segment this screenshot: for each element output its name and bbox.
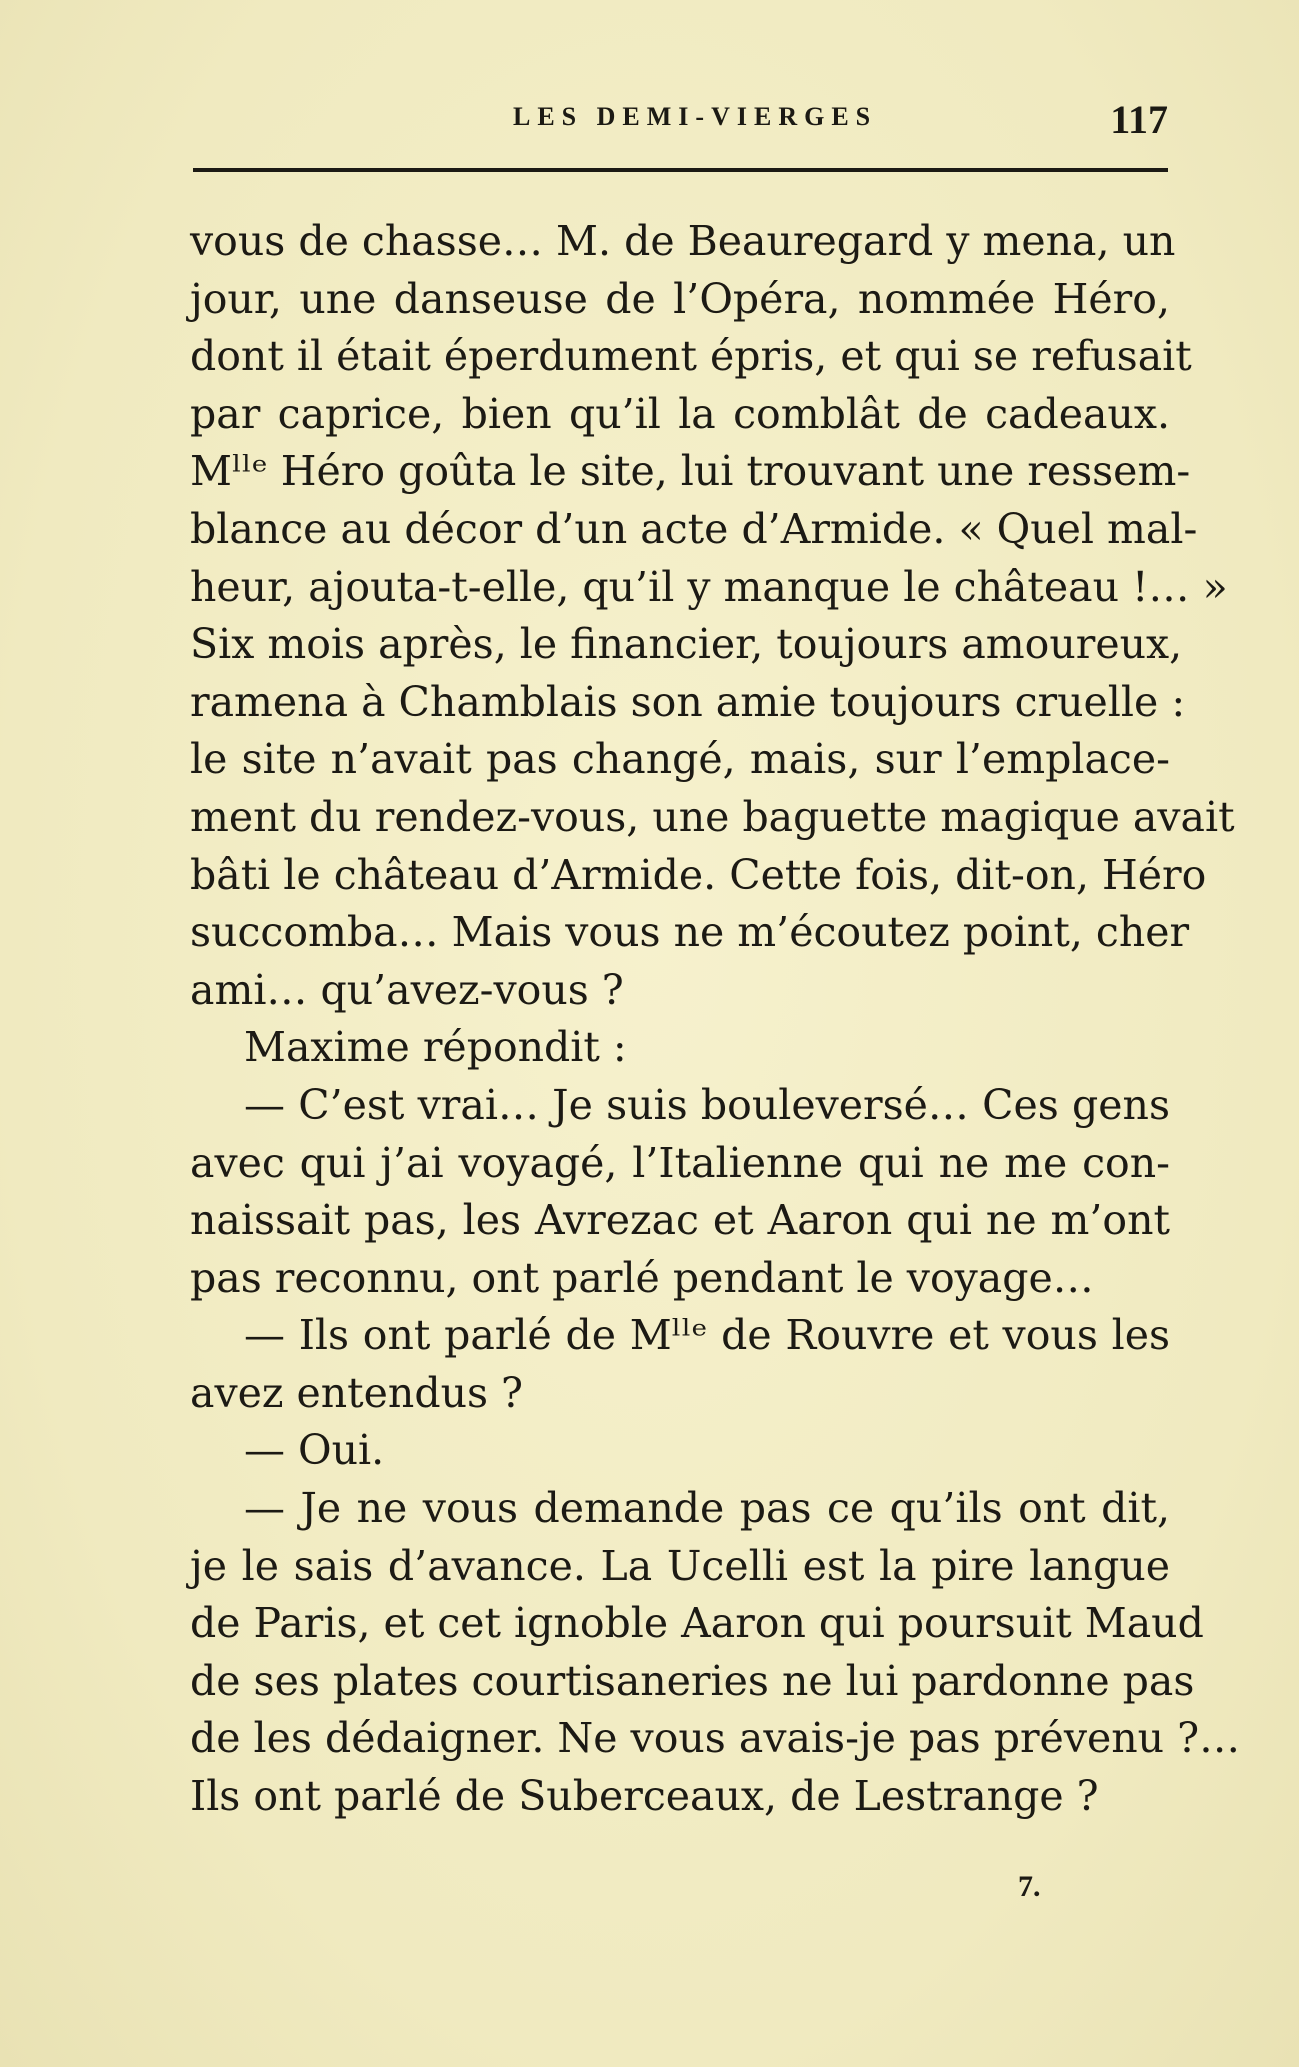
text-line: ami… qu’avez-vous ? [190, 965, 624, 1014]
text-line: Maxime répondit : [244, 1023, 627, 1072]
text-line: naissait pas, les Avrezac et Aaron qui ne m’ont [190, 1196, 1170, 1245]
signature-mark: 7. [1018, 1870, 1041, 1903]
text-line: de ses plates courtisaneries ne lui pardonne pas [190, 1656, 1195, 1705]
text-line: heur, ajouta-t-elle, qu’il y manque le château !… » [190, 562, 1228, 611]
text-line: — Oui. [244, 1426, 385, 1475]
header-rule [193, 168, 1168, 172]
text-line: de Paris, et cet ignoble Aaron qui poursuit Maud [190, 1599, 1204, 1648]
text-line: Mˡˡᵉ Héro goûta le site, lui trouvant une ressem- [190, 447, 1191, 496]
text-line: Six mois après, le financier, toujours amoureux, [190, 620, 1183, 669]
text-line: par caprice, bien qu’il la comblât de cadeaux. [190, 389, 1170, 438]
text-line: avec qui j’ai voyagé, l’Italienne qui ne me con- [190, 1138, 1170, 1187]
text-line: pas reconnu, ont parlé pendant le voyage… [190, 1253, 1094, 1302]
page-header [193, 96, 1168, 146]
text-line: le site n’avait pas changé, mais, sur l’emplace- [190, 735, 1170, 784]
page-number: 117 [1110, 97, 1168, 142]
text-line: — Je ne vous demande pas ce qu’ils ont dit, [244, 1484, 1170, 1533]
text-line: bâti le château d’Armide. Cette fois, dit-on, Héro [190, 850, 1207, 899]
text-line: je le sais d’avance. La Ucelli est la pire langue [190, 1541, 1170, 1590]
body-text [190, 213, 1241, 1826]
text-line: Ils ont parlé de Suberceaux, de Lestrange ? [190, 1772, 1099, 1821]
text-line: ment du rendez-vous, une baguette magique avait [190, 792, 1235, 841]
text-line: jour, une danseuse de l’Opéra, nommée Héro, [190, 274, 1170, 323]
text-line: vous de chasse… M. de Beauregard y mena, un [190, 217, 1176, 265]
text-line: — C’est vrai… Je suis bouleversé… Ces gens [244, 1080, 1170, 1129]
text-line: succomba… Mais vous ne m’écoutez point, cher [190, 908, 1190, 957]
text-line: avez entendus ? [190, 1368, 524, 1417]
text-line: dont il était éperdument épris, et qui se refusait [190, 332, 1192, 381]
text-line: blance au décor d’un acte d’Armide. « Quel mal- [190, 504, 1198, 553]
text-line: de les dédaigner. Ne vous avais-je pas prévenu ?… [190, 1714, 1241, 1763]
running-title: LES DEMI-VIERGES [513, 102, 878, 131]
text-line: ramena à Chamblais son amie toujours cruelle : [190, 677, 1186, 726]
text-line: — Ils ont parlé de Mˡˡᵉ de Rouvre et vous les [244, 1311, 1170, 1360]
